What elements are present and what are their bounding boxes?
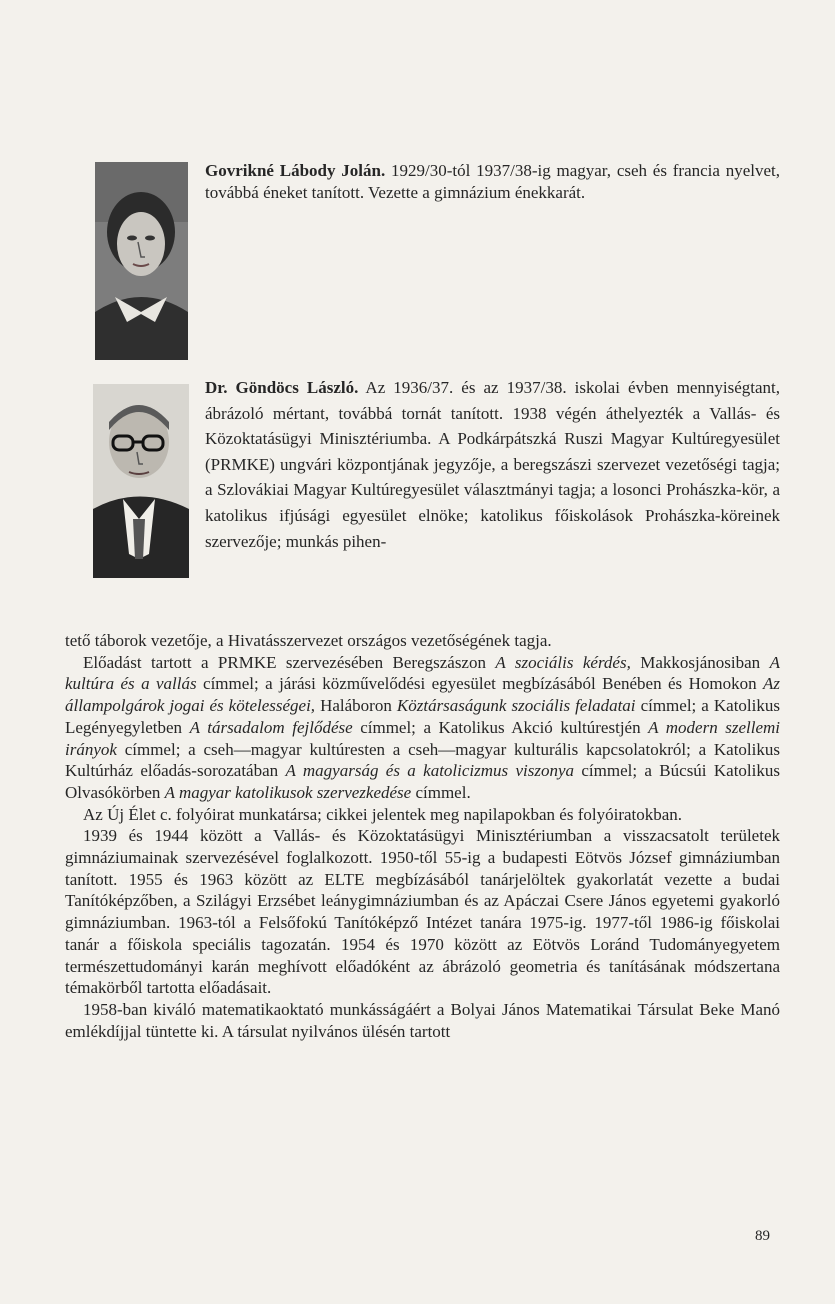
paragraph: Az Új Élet c. folyóirat munkatársa; cikkei jelentek meg napilapokban és folyóiratokban. [83,804,683,824]
lecture-title: A kultúra és a vallás [65,652,780,694]
text-run: címmel. [411,782,471,802]
biography-entry-1 [205,160,780,203]
portrait-man-glasses-icon [93,384,189,578]
paragraph: 1939 és 1944 között a Vallás- és Közoktatásügyi Minisztériumban a visszacsatolt területek gimnáziumainak szervezésével foglalkozott. 1950-től 55-ig a budapesti Eötvös József gimnáziumban tanított. 1955 és 1963 között az ELTE megbízásából tanárjelöltek gyakorlatát vezette a budai Tanítóképzőben, a Szilágyi Erzsébet leánygimnáziumban és az Apáczai Csere János egyetemi gyakorló gimnáziumban. 1963-tól a Felsőfokú Tanítóképző Intézet tanára 1975-ig. 1977-től 1986-ig főiskolai tanár a főiskola speciális tagozatán. 1954 és 1970 között az Eötvös Loránd Tudományegyetem természettudományi karán meghívott előadóként az ábrázoló geometria és tanításának módszertana témakörből tartotta előadásait. [65,826,780,998]
text-run: címmel; a járási közművelődési egyesület megbízásából Benében és Homokon [196,674,763,694]
text-run: Makkosjánosiban [630,652,770,672]
text-run: címmel; a Katolikus Legényegyletben [65,696,780,737]
text-run: Előadást tartott a PRMKE szervezésében Beregszászon [83,652,496,672]
lecture-title: A társadalom fejlődése [189,717,353,737]
lecture-title: Az állampolgárok jogai és kötelességei, [65,674,780,716]
lecture-title: A szociális kérdés, [495,652,631,672]
person-name: Govrikné Lábody Jolán. [205,161,386,180]
lecture-title: A magyar katolikusok szervezkedése [164,782,412,802]
portrait-photo-1 [95,162,188,360]
biography-text: 1929/30-tól 1937/38-ig magyar, cseh és francia nyelvet, továbbá éneket tanított. Vezette a gimnázium énekkarát. [205,161,781,202]
text-run: címmel; a cseh—magyar kultúresten a cseh—magyar kulturális kapcsolatokról; a Katolikus Kultúrház előadás-sorozatában [65,739,780,781]
person-name: Dr. Göndöcs László. [205,378,359,397]
text-run: címmel; a Katolikus Akció kultúrestjén [352,717,649,737]
portrait-woman-icon [95,162,188,360]
biography-text: Az 1936/37. és az 1937/38. iskolai évben mennyiségtant, ábrázoló mértant, továbbá tornát tanított. 1938 végén áthelyezték a Vallás- és Közoktatásügyi Minisztériumba. A Podkárpátszká Ruszi Magyar Kultúregyesület (PRMKE) ungvári központjának jegyzője, a beregszászi szervezet vezetőségi tagja; a Szlovákiai Magyar Kultúregyesület választmányi tagja; a losonci Prohászka-kör, a katolikus ifjúsági egyesület elnöke; katolikus főiskolások Prohászka-köreinek szervezője; munkás pihen- [205,378,780,551]
biography-entry-2-lead [205,375,780,554]
paragraph-lectures [65,652,780,804]
text-run: Haláboron [315,696,397,716]
page-number: 89 [755,1228,770,1244]
lecture-title: A magyarság és a katolicizmus viszonya [285,761,575,781]
paragraph: tető táborok vezetője, a Hivatásszervezet országos vezetőségének tagja. [65,631,552,650]
text-run: címmel; a Búcsúi Katolikus Olvasókörben [65,761,780,802]
portrait-photo-2 [93,384,189,578]
lecture-title: A modern szellemi irányok [65,717,781,759]
biography-entry-2-body [65,630,780,1042]
paragraph: 1958-ban kiváló matematikaoktató munkásságáért a Bolyai János Matematikai Társulat Beke Manó emlékdíjjal tüntette ki. A társulat nyilvános ülésén tartott [65,999,780,1041]
lecture-title: Köztársaságunk szociális feladatai [396,696,636,716]
